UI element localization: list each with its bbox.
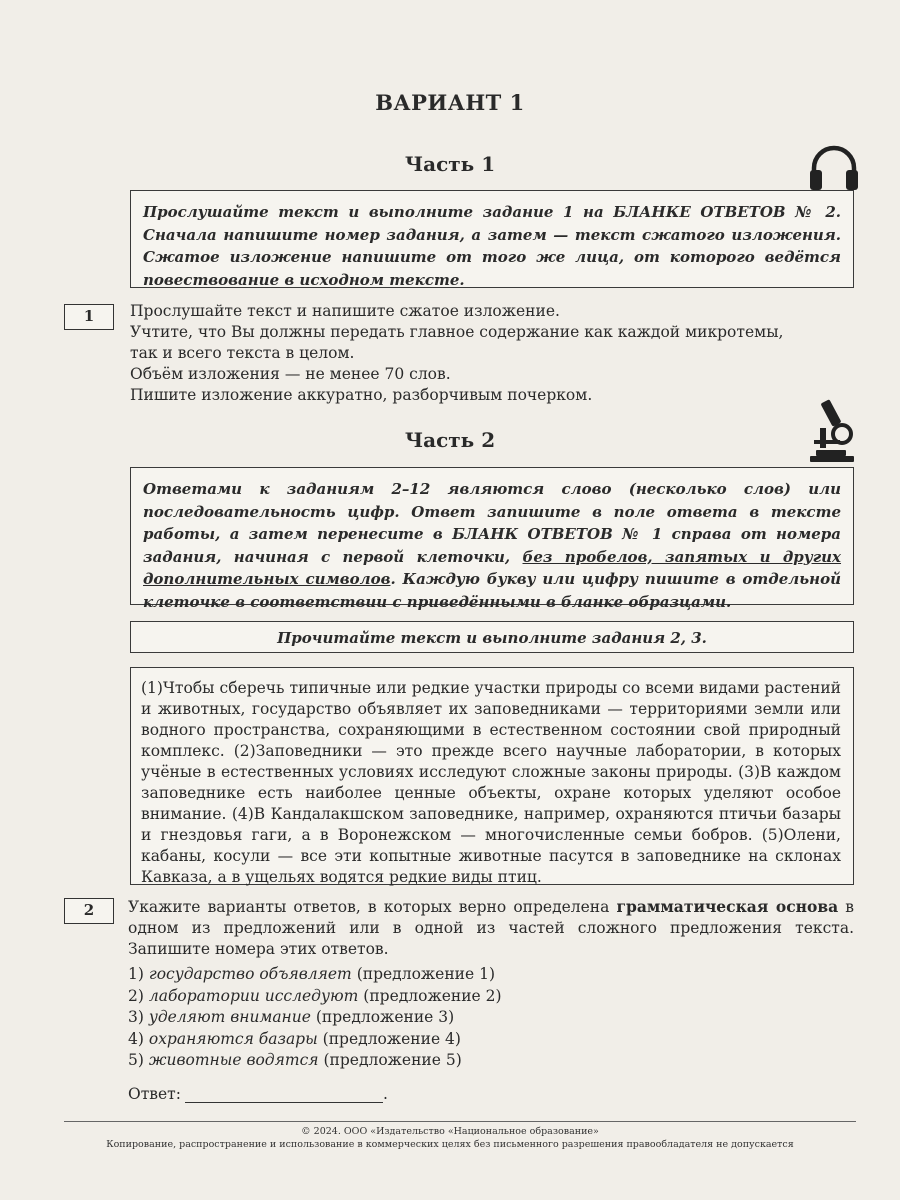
option-phrase: охраняются базары — [148, 1029, 318, 1048]
variant-title: ВАРИАНТ 1 — [375, 90, 525, 115]
task2-text-start: Укажите варианты ответов, в которых верно определена — [128, 898, 610, 916]
option-phrase: животные водятся — [148, 1051, 319, 1069]
task2-text-end: в одном из предложений или в одной из частей сложного предложения текста. Запишите номера этих ответов. — [128, 898, 854, 958]
task1-line: Прослушайте текст и напишите сжатое изложение. — [130, 302, 560, 320]
microscope-icon — [806, 398, 858, 464]
task1-text — [130, 301, 860, 406]
option-ref: (предложение 3) — [315, 1008, 455, 1026]
part1-instruction-box — [130, 190, 854, 288]
option-ref: (предложение 5) — [323, 1051, 462, 1069]
task1-line: Пишите изложение аккуратно, разборчивым почерком. — [130, 386, 593, 404]
option-phrase: государство объявляет — [148, 965, 352, 983]
passage-text: (1)Чтобы сберечь типичные или редкие участки природы со всеми видами растений и животных, государство объявляет их заповедниками — территориями земли или водного пространства, сохраняющими в естественном состоянии свой природный комплекс. (2)Заповедники — это прежде всего научные лаборатории, в которых учёные в естественных условиях исследуют сложные законы природы. (3)В каждом заповеднике есть наиболее ценные объекты, охране которых уделяют особое внимание. (4)В Кандалакшском заповеднике, например, охраняются птичьи базары и гнездовья гаги, а в Воронежском — многочисленные семьи бобров. (5)Олени, кабаны, косули — все эти копытные животные пасутся в заповеднике на склонах Кавказа, а в ущельях водятся редкие виды птиц. — [141, 679, 841, 886]
task1-number: 1 — [64, 304, 114, 330]
part2-instruction-box — [130, 467, 854, 611]
passage-box — [130, 667, 854, 885]
option-2 — [128, 986, 502, 1008]
option-4 — [128, 1029, 502, 1051]
option-ref: (предложение 2) — [363, 986, 502, 1005]
headphones-icon — [806, 140, 862, 194]
answer-row — [128, 1085, 388, 1103]
task1-line: Учтите, что Вы должны передать главное содержание как каждой микротемы, — [130, 323, 784, 341]
footer-rule — [64, 1121, 856, 1122]
part2-instruction-text: Ответами к заданиям 2–12 являются слово (несколько слов) или последовательность цифр. Ответ запишите в поле ответа в тексте работы, а затем перенесите в БЛАНК ОТВЕТОВ № 1 справа от номера задания, начиная с первой клеточки, — [143, 480, 841, 566]
option-3 — [128, 1007, 502, 1029]
option-phrase: уделяют внимание — [148, 1008, 311, 1026]
part2-instruction — [143, 478, 841, 613]
footer-notice: Копирование, распространение и использование в коммерческих целях без письменного разрешения правообладателя не допускается — [106, 1139, 794, 1150]
task1-line: так и всего текста в целом. — [130, 344, 355, 362]
option-1 — [128, 964, 502, 986]
option-number: 1) — [128, 965, 144, 983]
part1-instruction: Прослушайте текст и выполните задание 1 на БЛАНКЕ ОТВЕТОВ № 2. Сначала напишите номер задания, а затем — текст сжатого изложения. Сжатое изложение напишите от того же лица, от которого ведётся повествование в исходном тексте. — [143, 203, 841, 289]
option-5 — [128, 1050, 502, 1072]
task1-line: Объём изложения — не менее 70 слов. — [130, 365, 451, 383]
answer-end: . — [382, 1085, 388, 1103]
task2-text — [128, 896, 854, 960]
read-prompt: Прочитайте текст и выполните задания 2, 3. — [277, 629, 707, 647]
option-number: 2) — [128, 986, 144, 1005]
footer-copyright: © 2024. ООО «Издательство «Национальное образование» — [301, 1126, 599, 1137]
part2-instruction-text-end: . Каждую букву или цифру пишите в отдельной клеточке в соответствии с приведёнными в бланке образцами. — [143, 570, 841, 611]
answer-label: Ответ: — [128, 1085, 181, 1103]
option-number: 5) — [128, 1051, 144, 1069]
part2-title: Часть 2 — [404, 428, 496, 452]
option-number: 4) — [128, 1029, 144, 1048]
answer-field[interactable] — [185, 1087, 383, 1103]
option-ref: (предложение 4) — [322, 1029, 461, 1048]
option-number: 3) — [128, 1008, 144, 1026]
option-phrase: лаборатории исследуют — [148, 986, 359, 1005]
part1-title: Часть 1 — [404, 152, 496, 176]
option-ref: (предложение 1) — [356, 965, 495, 983]
task2-number: 2 — [64, 898, 114, 924]
task2-options — [128, 964, 502, 1072]
read-prompt-box — [130, 621, 854, 653]
task2-text-bold: грамматическая основа — [616, 897, 839, 916]
part2-instruction-underlined: без пробелов, запятых и других дополнительных символов — [143, 547, 842, 588]
